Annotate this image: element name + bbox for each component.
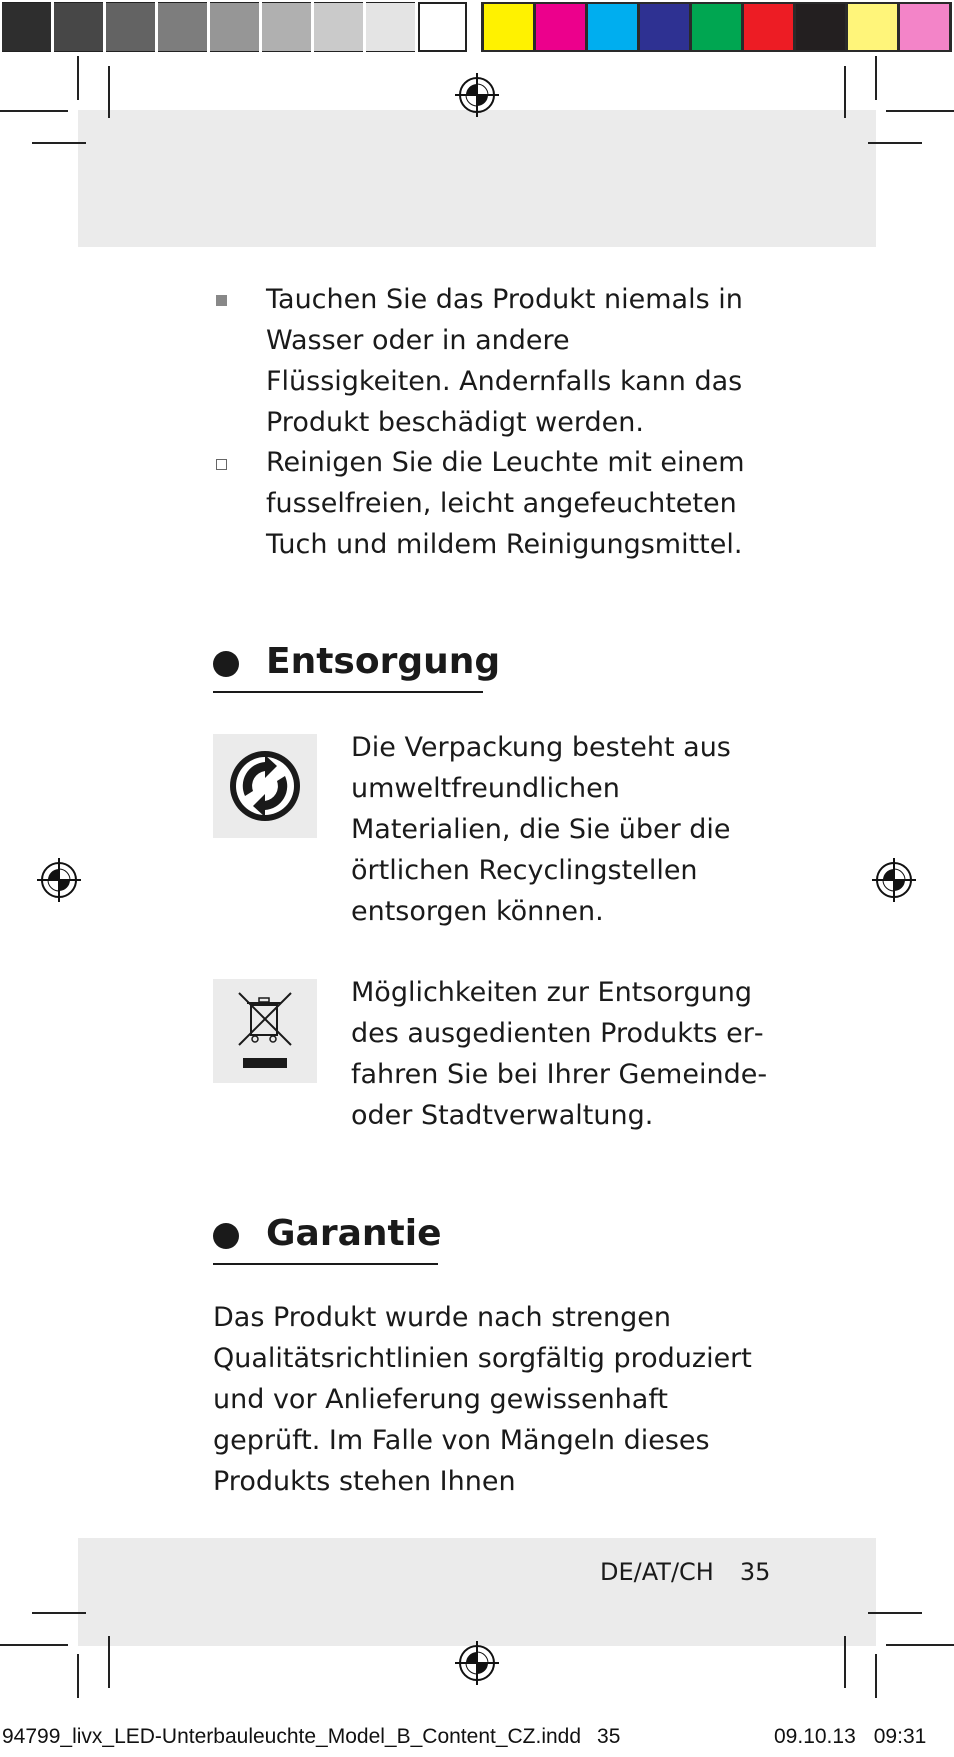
gray-swatch <box>54 2 103 52</box>
slug-date: 09.10.13 <box>774 1725 856 1748</box>
hollow-square-bullet-icon <box>216 459 227 470</box>
heading-bullet-icon <box>213 1223 239 1249</box>
registration-mark-icon <box>37 858 81 902</box>
section-title: Entsorgung <box>266 641 501 682</box>
process-color-swatch <box>848 4 897 50</box>
gray-swatch <box>158 2 207 52</box>
process-color-swatch <box>900 4 949 50</box>
footer-band <box>78 1538 876 1646</box>
slug-time: 09:31 <box>873 1725 927 1748</box>
page-content <box>213 0 768 1500</box>
recycling-icon-box <box>213 734 317 838</box>
registration-mark-icon <box>455 1641 499 1685</box>
crossed-out-wheelie-bin-icon <box>213 979 317 1083</box>
weee-icon-box <box>213 979 317 1083</box>
slug-filename: 94799_livx_LED-Unterbauleuchte_Model_B_Content_CZ.indd 35 <box>2 1725 621 1748</box>
page-footer <box>600 1557 770 1587</box>
warranty-text: Das Produkt wurde nach strengen Qualitätsrichtlinien sorgfältig produziert und vor Anlieferung gewissenhaft geprüft. Im Falle von Mängeln dieses Produkts stehen Ihnen <box>213 1302 752 1497</box>
bullet-text: Reinigen Sie die Leuchte mit einem fusselfreien, leicht angefeuchteten Tuch und mildem Reinigungsmittel. <box>266 447 745 560</box>
green-dot-recycling-icon <box>213 734 317 838</box>
square-bullet-icon <box>216 295 227 306</box>
region-label: DE/AT/CH <box>600 1558 714 1586</box>
gray-swatch <box>2 2 51 52</box>
packaging-disposal-text: Die Verpackung besteht aus umweltfreundlichen Materialien, die Sie über die örtlichen Recyclingstellen entsorgen können. <box>351 732 731 927</box>
registration-mark-icon <box>872 858 916 902</box>
heading-bullet-icon <box>213 651 239 677</box>
page-number: 35 <box>739 1558 771 1586</box>
section-title: Garantie <box>266 1213 442 1254</box>
slug-datetime <box>774 1724 926 1750</box>
heading-underline <box>213 1263 438 1265</box>
product-disposal-text: Möglichkeiten zur Entsorgung des ausgedienten Produkts erfahren Sie bei Ihrer Gemeinde- oder Stadtverwaltung. <box>351 977 768 1131</box>
bullet-text: Tauchen Sie das Produkt niemals in Wasser oder in andere Flüssigkeiten. Andernfalls kann das Produkt beschädigt werden. <box>266 284 743 438</box>
gray-swatch <box>106 2 155 52</box>
process-color-swatch <box>796 4 845 50</box>
slug-page: 35 <box>597 1725 621 1748</box>
heading-underline <box>213 691 483 693</box>
